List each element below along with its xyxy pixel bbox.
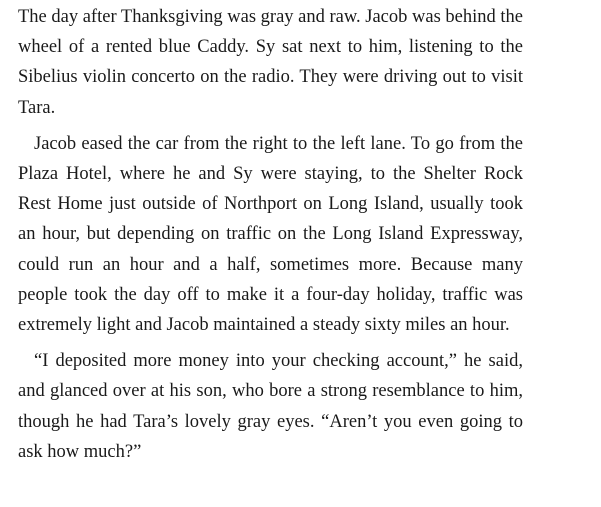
paragraph: Jacob eased the car from the right to the left lane. To go from the Plaza Hotel, where he and Sy were staying, to the Shelter Rock Rest Home just outside of Northport on Long Island, usually took an hour, but depending on traffic on the Long Island Expressway, could run an hour and a half, sometimes more. Because many people took the day off to make it a four-day holiday, traffic was extremely light and Jacob maintained a steady sixty miles an hour. bbox=[18, 133, 523, 336]
document-page bbox=[18, 2, 523, 467]
paragraph: “I deposited more money into your checking account,” he said, and glanced over at his son, who bore a strong resemblance to him, though he had Tara’s lovely gray eyes. “Aren’t you even going to ask how much?” bbox=[18, 351, 523, 462]
paragraph: The day after Thanksgiving was gray and raw. Jacob was behind the wheel of a rented blue Caddy. Sy sat next to him, listening to the Sibelius violin concerto on the radio. They were driving out to visit Tara. bbox=[18, 7, 523, 118]
